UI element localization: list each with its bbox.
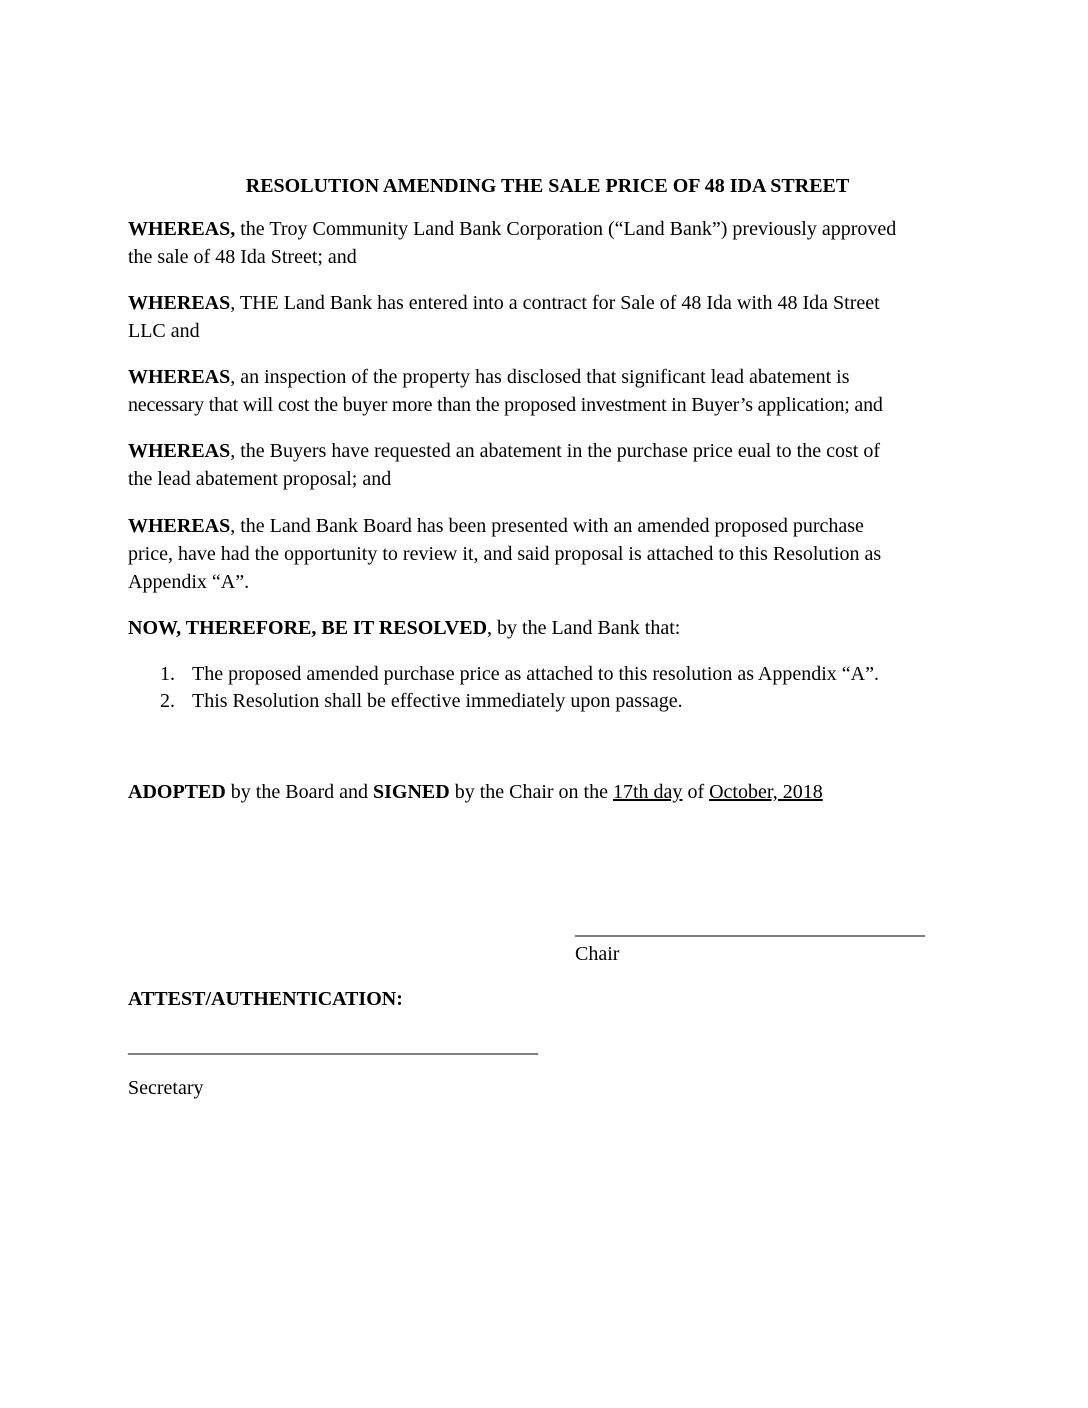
attest-heading: ATTEST/AUTHENTICATION: <box>128 988 403 1010</box>
secretary-signature-line: _________________________________________ <box>128 1035 538 1057</box>
list-item: 2. This Resolution shall be effective immediately upon passage. <box>160 690 683 712</box>
resolved-clause: NOW, THEREFORE, BE IT RESOLVED, by the Land Bank that: <box>128 617 681 639</box>
adoption-statement: ADOPTED by the Board and SIGNED by the Chair on the 17th day of October, 2018 <box>128 781 823 803</box>
document-title: RESOLUTION AMENDING THE SALE PRICE OF 48 IDA STREET <box>245 175 850 197</box>
list-item: 1. The proposed amended purchase price as attached to this resolution as Appendix “A”. <box>160 663 880 685</box>
secretary-label: Secretary <box>128 1077 204 1099</box>
chair-label: Chair <box>575 943 620 965</box>
chair-signature-line: ___________________________________ <box>575 917 925 939</box>
